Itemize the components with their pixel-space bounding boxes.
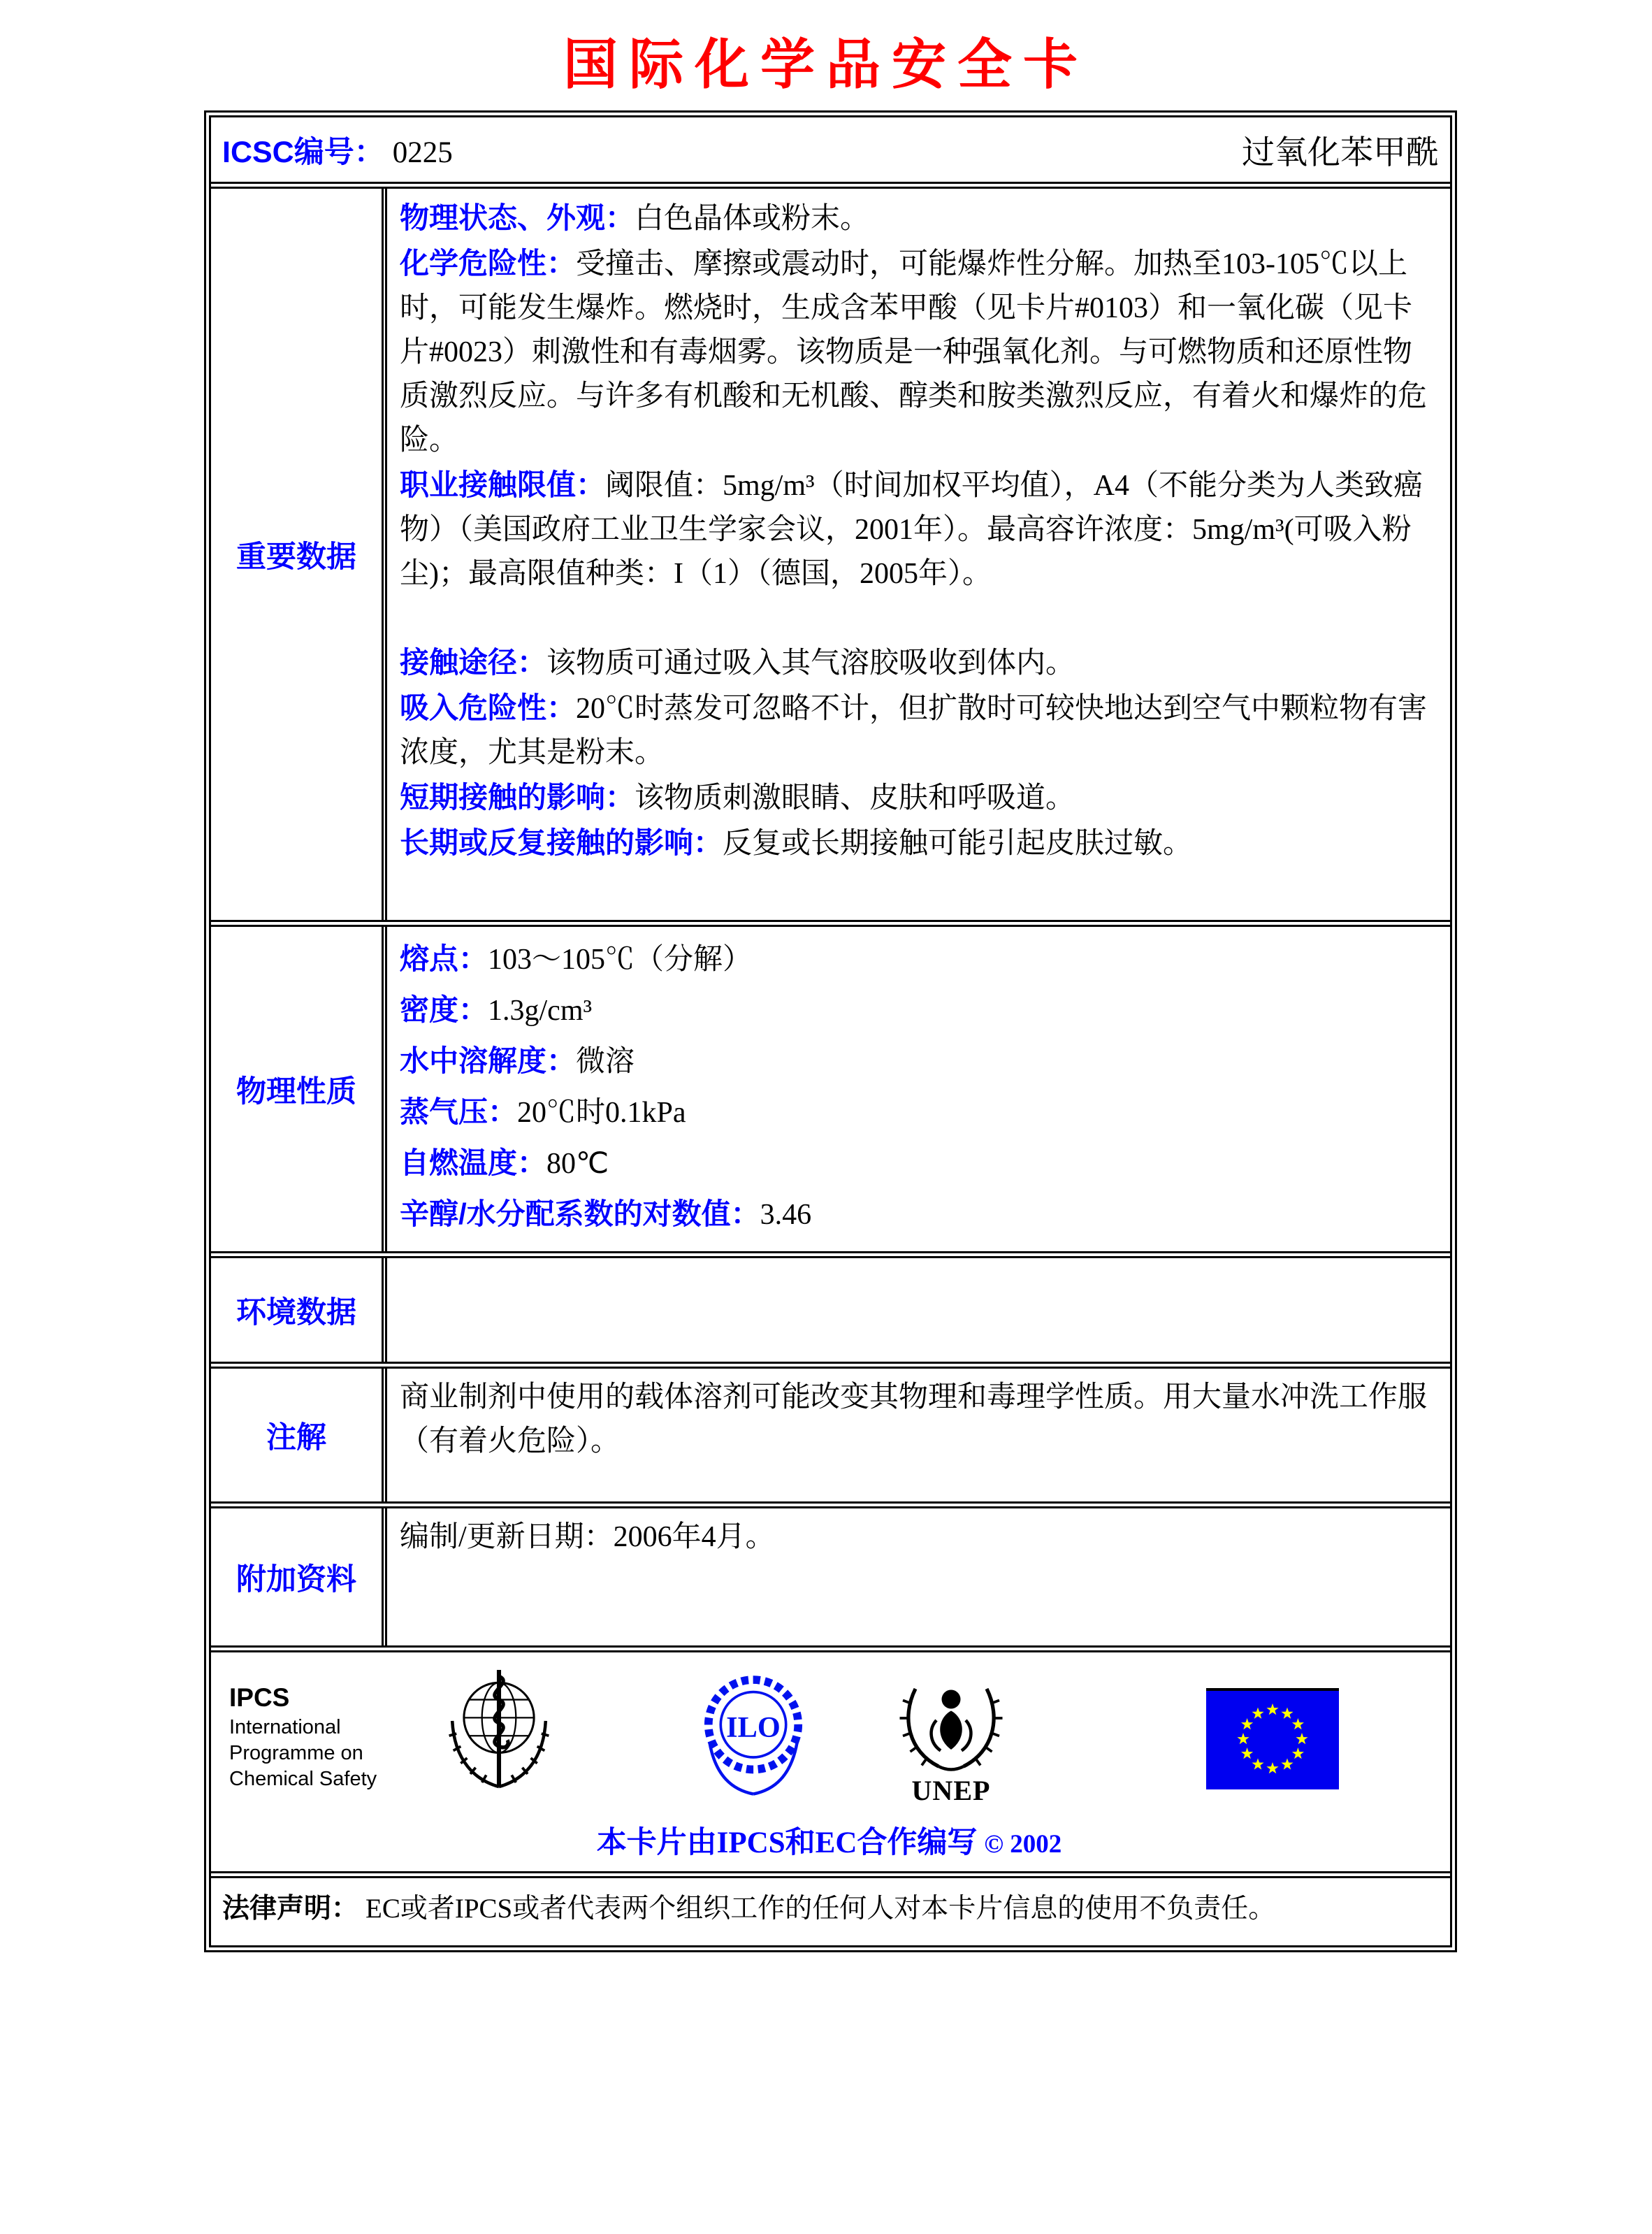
footer-row — [211, 1645, 1450, 1871]
field-physical-state — [400, 196, 1437, 241]
field-inhalation-risk — [400, 686, 1437, 775]
row-label-text: 注解 — [266, 1420, 326, 1455]
field-occupational-limits — [400, 463, 1437, 596]
caption-text: 本卡片由IPCS和EC合作编写 — [596, 1826, 978, 1859]
field-long-term-effects — [400, 821, 1437, 866]
field-vapor-pressure — [400, 1087, 1437, 1138]
icsc-number-value: 0225 — [392, 136, 453, 169]
field-text: 该物质可通过吸入其气溶胶吸收到体内。 — [546, 647, 1075, 679]
additional-info-content: 编制/更新日期：2006年4月。 — [400, 1521, 775, 1553]
logo-strip — [229, 1668, 1429, 1809]
environmental-data-row-label — [211, 1258, 387, 1362]
additional-info-row-label — [211, 1508, 387, 1645]
unep-wordmark: UNEP — [911, 1775, 991, 1806]
chemical-name: 过氧化苯甲酰 — [1242, 134, 1439, 171]
row-label-text: 环境数据 — [236, 1295, 356, 1329]
field-label: 接触途径： — [400, 646, 547, 679]
row-label-text: 重要数据 — [236, 540, 356, 574]
icsc-number-label: ICSC编号： — [222, 135, 384, 169]
icsc-card — [204, 110, 1457, 1952]
field-exposure-routes — [400, 640, 1437, 686]
field-text: 80℃ — [546, 1148, 609, 1180]
notes-content: 商业制剂中使用的载体溶剂可能改变其物理和毒理学性质。用大量水冲洗工作服（有着火危险）。 — [400, 1381, 1428, 1457]
important-data-row — [211, 182, 1450, 920]
legal-notice-label: 法律声明： — [222, 1894, 359, 1924]
ipcs-abbr: IPCS — [229, 1683, 290, 1712]
important-data-row-label — [211, 189, 387, 920]
field-log-pow — [400, 1189, 1437, 1240]
physical-properties-row — [211, 920, 1450, 1251]
notes-row-label — [211, 1369, 387, 1501]
page-title: 国际化学品安全卡 — [563, 34, 1089, 95]
row-label-text: 附加资料 — [236, 1562, 356, 1597]
ipcs-line: International — [229, 1716, 341, 1738]
environmental-data-content — [387, 1258, 1450, 1362]
field-autoignition-temp — [400, 1138, 1437, 1189]
cooperation-caption — [229, 1819, 1429, 1861]
field-text: 阈限值：5mg/m³（时间加权平均值），A4（不能分类为人类致癌物）（美国政府工业卫生学家会议，2001年）。最高容许浓度：5mg/m³(可吸入粉尘)；最高限值种类：I（1）（德国，2005年）。 — [400, 470, 1423, 590]
field-text: 白色晶体或粉末。 — [635, 203, 870, 235]
environmental-data-row — [211, 1251, 1450, 1362]
field-text: 受撞击、摩擦或震动时，可能爆炸性分解。加热至103-105℃以上时，可能发生爆炸。燃烧时，生成含苯甲酸（见卡片#0103）和一氧化碳（见卡片#0023）刺激性和有毒烟雾。该物质是一种强氧化剂。与可燃物质和还原性物质激烈反应。与许多有机酸和无机酸、醇类和胺类激烈反应，有着火和爆炸的危险。 — [400, 248, 1428, 456]
row-label-text: 物理性质 — [236, 1074, 356, 1109]
notes-row — [211, 1362, 1450, 1501]
field-label: 职业接触限值： — [400, 468, 606, 501]
field-text: 1.3g/cm³ — [488, 995, 593, 1027]
important-data-content — [387, 189, 1450, 920]
field-text: 20℃时0.1kPa — [517, 1097, 686, 1129]
additional-info-row — [211, 1501, 1450, 1645]
field-label: 密度： — [400, 993, 488, 1026]
ilo-text: ILO — [726, 1710, 781, 1744]
icsc-number — [222, 129, 453, 171]
copyright-text: © 2002 — [984, 1830, 1062, 1859]
field-label: 熔点： — [400, 942, 488, 975]
ipcs-text-block — [229, 1685, 404, 1792]
field-text: 该物质刺激眼睛、皮肤和呼吸道。 — [635, 782, 1075, 814]
field-label: 物理状态、外观： — [400, 201, 635, 234]
ipcs-line: Chemical Safety — [229, 1768, 377, 1790]
field-water-solubility — [400, 1036, 1437, 1087]
legal-notice-row — [211, 1871, 1450, 1945]
field-label: 蒸气压： — [400, 1095, 518, 1128]
field-melting-point — [400, 934, 1437, 985]
eu-flag — [1206, 1688, 1339, 1789]
field-text: 微溶 — [576, 1046, 635, 1078]
unep-block — [899, 1670, 1003, 1807]
field-label: 长期或反复接触的影响： — [400, 826, 723, 859]
field-label: 短期接触的影响： — [400, 781, 635, 814]
field-chemical-danger — [400, 241, 1437, 463]
field-text: 20℃时蒸发可忽略不计，但扩散时可较快地达到空气中颗粒物有害浓度，尤其是粉末。 — [400, 693, 1428, 769]
ilo-logo — [702, 1669, 804, 1808]
field-label: 化学危险性： — [400, 247, 577, 280]
ipcs-line: Programme on — [229, 1742, 363, 1764]
physical-properties-content — [387, 927, 1450, 1251]
physical-properties-row-label — [211, 927, 387, 1251]
legal-notice-text: EC或者IPCS或者代表两个组织工作的任何人对本卡片信息的使用不负责任。 — [365, 1894, 1276, 1924]
field-text: 103～105℃（分解） — [488, 944, 753, 976]
field-label: 水中溶解度： — [400, 1044, 577, 1077]
field-short-term-effects — [400, 775, 1437, 821]
field-text: 反复或长期接触可能引起皮肤过敏。 — [723, 828, 1193, 860]
field-label: 辛醇/水分配系数的对数值： — [400, 1197, 760, 1230]
field-text: 3.46 — [760, 1199, 812, 1231]
unep-logo — [899, 1670, 1003, 1775]
field-label: 自燃温度： — [400, 1146, 547, 1179]
card-header-row — [211, 117, 1450, 182]
field-density — [400, 985, 1437, 1036]
who-logo — [446, 1668, 552, 1809]
field-label: 吸入危险性： — [400, 691, 577, 724]
